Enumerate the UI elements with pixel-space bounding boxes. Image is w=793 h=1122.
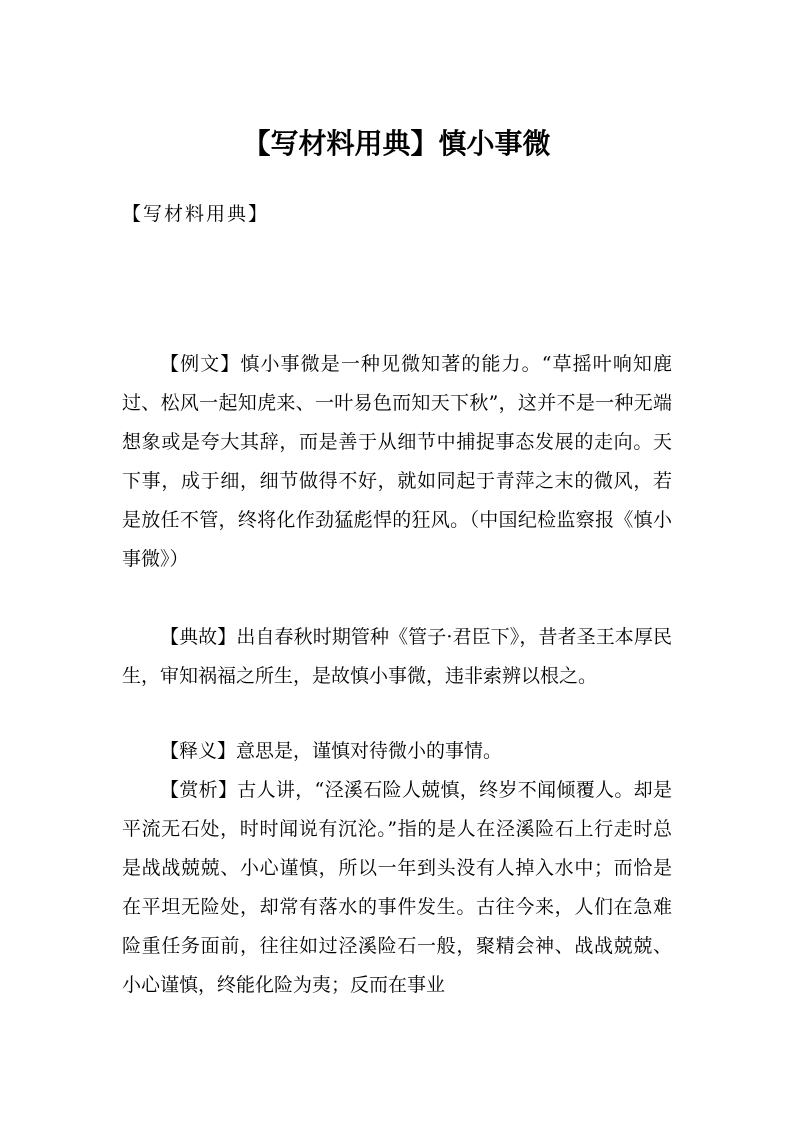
paragraph-analysis: 【赏析】古人讲，“泾溪石险人兢慎，终岁不闻倾覆人。却是平流无石处，时时闻说有沉沦。”指的是人在泾溪险石上行走时总是战战兢兢、小心谨慎，所以一年到头没有人掉入水中；而恰是在平坦无险处，却常有落水的事件发生。古往今来，人们在急难险重任务面前，往往如过泾溪险石一般，聚精会神、战战兢兢、小心谨慎，终能化险为夷；反而在事业 — [122, 779, 672, 996]
page-title: 【写材料用典】慎小事微 — [242, 127, 551, 160]
paragraph-meaning: 【释义】意思是，谨慎对待微小的事情。 — [160, 740, 503, 762]
paragraph-example: 【例文】慎小事微是一种见微知著的能力。“草摇叶响知鹿过、松风一起知虎来、一叶易色而知天下秋”，这并不是一种无端想象或是夸大其辞，而是善于从细节中捕捉事态发展的走向。天下事，成于细，细节做得不好，就如同起于青萍之末的微风，若是放任不管，终将化作劲猛彪悍的狂风。（中国纪检监察报《慎小事微》） — [122, 353, 672, 570]
section-subheading: 【写材料用典】 — [122, 203, 270, 225]
paragraph-allusion: 【典故】出自春秋时期管种《管子·君臣下》，昔者圣王本厚民生，审知祸福之所生，是故慎小事微，违非索辨以根之。 — [122, 626, 672, 687]
